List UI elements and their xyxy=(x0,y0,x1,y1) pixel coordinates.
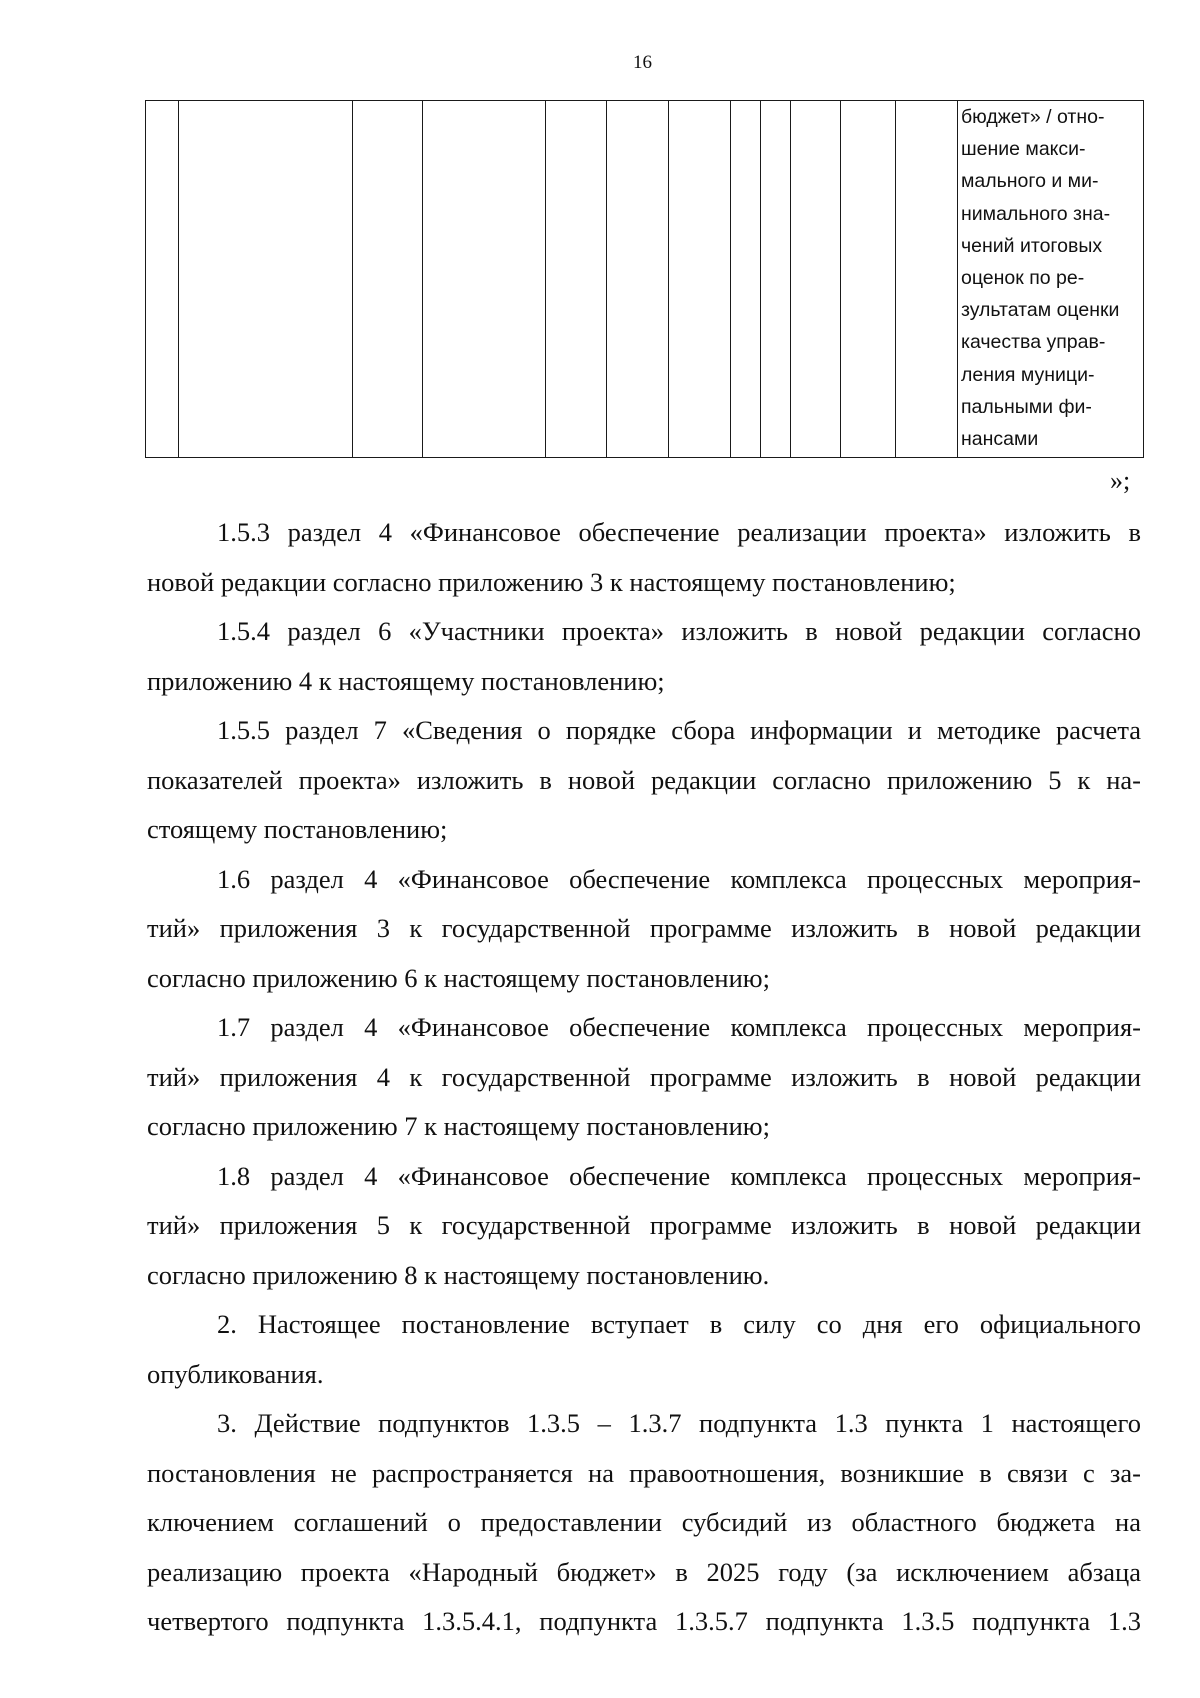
paragraph-line: реализацию проекта «Народный бюджет» в 2025 году (за исключением абзаца xyxy=(147,1556,1141,1587)
paragraph-line: ключением соглашений о предоставлении субсидий из областного бюджета на xyxy=(147,1507,1141,1537)
table-cell-line: зультатам оценки xyxy=(961,299,1120,322)
table-cell-empty xyxy=(791,101,841,458)
closing-quote: »; xyxy=(1110,466,1131,495)
paragraph-line: новой редакции согласно приложению 3 к настоящему постановлению; xyxy=(147,566,956,597)
table-row xyxy=(146,101,1144,458)
paragraph xyxy=(147,1399,1141,1647)
table-cell-line: ления муници- xyxy=(961,363,1095,386)
paragraph-line: 1.6 раздел 4 «Финансовое обеспечение комплекса процессных мероприя- xyxy=(217,863,1141,894)
table-continuation xyxy=(145,100,1144,458)
table-cell-empty xyxy=(841,101,896,458)
table-cell-empty xyxy=(546,101,607,458)
table-cell-line: нимального зна- xyxy=(961,202,1111,225)
paragraph-line: 1.5.5 раздел 7 «Сведения о порядке сбора информации и методике расчета xyxy=(217,715,1141,745)
paragraph-line: опубликования. xyxy=(147,1358,324,1389)
document-body xyxy=(147,508,1141,1647)
table-cell-empty xyxy=(179,101,353,458)
paragraph-line: 2. Настоящее постановление вступает в силу со дня его официального xyxy=(217,1309,1141,1339)
table-cell-empty xyxy=(731,101,761,458)
page-number: 16 xyxy=(633,52,652,73)
table-cell-text xyxy=(958,101,1144,458)
table-cell-empty xyxy=(896,101,958,458)
paragraph-line: согласно приложению 7 к настоящему постановлению; xyxy=(147,1111,770,1141)
paragraph-line: тий» приложения 4 к государственной программе изложить в новой редакции xyxy=(147,1061,1141,1092)
paragraph-line: постановления не распространяется на правоотношения, возникшие в связи с за- xyxy=(147,1457,1141,1488)
paragraph-line: стоящему постановлению; xyxy=(147,814,448,844)
paragraph xyxy=(147,508,1141,607)
table-cell-empty xyxy=(607,101,669,458)
paragraph-line: тий» приложения 5 к государственной программе изложить в новой редакции xyxy=(147,1210,1141,1240)
table-cell-empty xyxy=(423,101,546,458)
paragraph xyxy=(147,607,1141,706)
table-cell-line: качества управ- xyxy=(961,331,1106,354)
table-cell-line: чений итоговых xyxy=(961,234,1103,257)
paragraph-line: согласно приложению 6 к настоящему постановлению; xyxy=(147,962,770,993)
table-cell-line: мального и ми- xyxy=(961,170,1099,193)
table-cell-empty xyxy=(146,101,179,458)
table-cell-empty xyxy=(761,101,791,458)
table-cell-line: оценок по ре- xyxy=(961,267,1085,290)
paragraph-line: 1.7 раздел 4 «Финансовое обеспечение комплекса процессных мероприя- xyxy=(217,1012,1141,1042)
paragraph-line: 1.5.4 раздел 6 «Участники проекта» изложить в новой редакции согласно xyxy=(217,616,1141,646)
paragraph xyxy=(147,1003,1141,1152)
paragraph-line: 1.8 раздел 4 «Финансовое обеспечение комплекса процессных мероприя- xyxy=(217,1160,1141,1191)
paragraph-line: 1.5.3 раздел 4 «Финансовое обеспечение реализации проекта» изложить в xyxy=(217,517,1141,547)
table-cell-line: пальными фи- xyxy=(961,395,1092,418)
paragraph-line: тий» приложения 3 к государственной программе изложить в новой редакции xyxy=(147,913,1141,943)
table-cell-empty xyxy=(669,101,731,458)
paragraph xyxy=(147,855,1141,1004)
paragraph-line: четвертого подпункта 1.3.5.4.1, подпункта 1.3.5.7 подпункта 1.3.5 подпункта 1.3 xyxy=(147,1606,1141,1636)
paragraph-line: показателей проекта» изложить в новой редакции согласно приложению 5 к на- xyxy=(147,764,1141,795)
paragraph-line: согласно приложению 8 к настоящему постановлению. xyxy=(147,1259,770,1290)
paragraph-line: приложению 4 к настоящему постановлению; xyxy=(147,665,665,696)
paragraph xyxy=(147,706,1141,855)
table-cell-line: нансами xyxy=(961,428,1039,451)
table-cell-line: бюджет» / отно- xyxy=(961,106,1105,128)
table-cell-empty xyxy=(353,101,423,458)
paragraph xyxy=(147,1152,1141,1301)
paragraph-line: 3. Действие подпунктов 1.3.5 – 1.3.7 подпункта 1.3 пункта 1 настоящего xyxy=(217,1408,1141,1438)
table-cell-line: шение макси- xyxy=(961,138,1086,161)
paragraph xyxy=(147,1300,1141,1399)
